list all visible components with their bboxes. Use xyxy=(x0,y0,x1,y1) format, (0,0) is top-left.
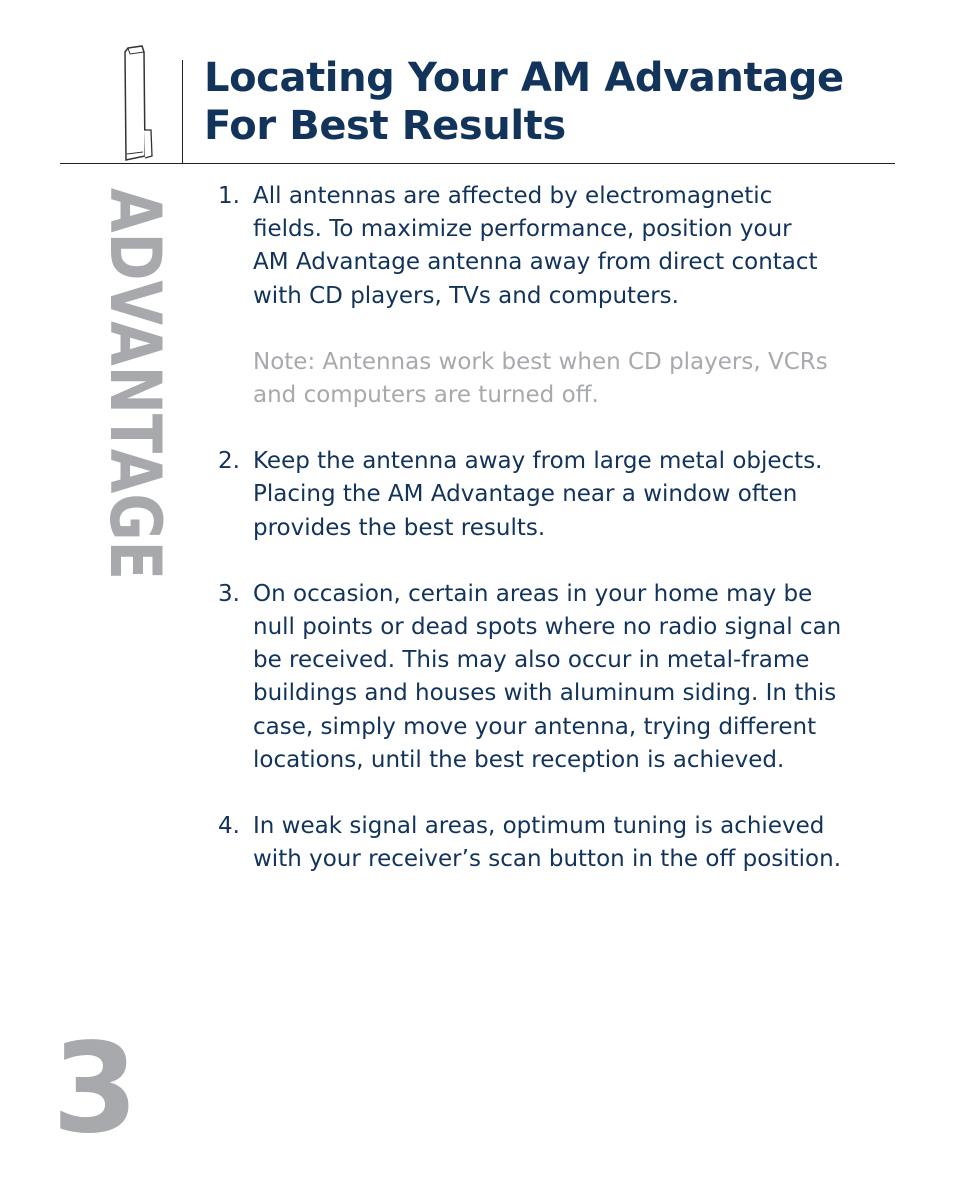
page-number: 3 xyxy=(52,1017,139,1161)
item-number: 2. xyxy=(218,448,240,475)
item-text-line: null points or dead spots where no radio signal can xyxy=(253,614,842,641)
page-title xyxy=(204,54,844,150)
note-text-line: Note: Antennas work best when CD players, VCRs xyxy=(253,348,828,375)
instructions-list xyxy=(218,180,878,909)
item-text-line: provides the best results. xyxy=(253,514,546,541)
title-line-2: For Best Results xyxy=(204,103,566,149)
side-section-label xyxy=(54,188,176,665)
item-text-line: locations, until the best reception is achieved. xyxy=(253,746,785,773)
item-text-line: All antennas are affected by electromagnetic xyxy=(253,183,773,209)
item-text-line: fields. To maximize performance, position your xyxy=(253,216,792,243)
note-text-line: and computers are turned off. xyxy=(253,382,599,409)
item-text-line: On occasion, certain areas in your home may be xyxy=(253,580,813,607)
item-number: 1. xyxy=(218,183,240,209)
item-text-line: buildings and houses with aluminum siding. In this xyxy=(253,680,837,707)
item-text-line: In weak signal areas, optimum tuning is achieved xyxy=(253,813,825,840)
item-number: 3. xyxy=(218,580,240,607)
antenna-icon xyxy=(118,44,158,164)
item-text-line: AM Advantage antenna away from direct contact xyxy=(253,249,818,276)
list-item-3 xyxy=(218,578,878,777)
list-item-2 xyxy=(218,445,878,545)
item-text-line: case, simply move your antenna, trying different xyxy=(253,713,817,740)
item-text-line: with your receiver’s scan button in the off position. xyxy=(253,846,842,873)
header-horizontal-rule xyxy=(60,163,895,164)
title-line-1: Locating Your AM Advantage xyxy=(204,55,844,101)
item-note xyxy=(253,346,878,412)
item-text-line: Keep the antenna away from large metal objects. xyxy=(253,448,823,475)
list-item-1 xyxy=(218,180,878,412)
header-vertical-rule xyxy=(182,60,183,164)
item-text-line: Placing the AM Advantage near a window often xyxy=(253,481,798,508)
item-text-line: with CD players, TVs and computers. xyxy=(253,282,679,309)
side-section-label-text: ADVANTAGE xyxy=(94,188,176,665)
list-item-4 xyxy=(218,810,878,876)
item-text-line: be received. This may also occur in metal-frame xyxy=(253,647,810,674)
item-number: 4. xyxy=(218,813,240,840)
